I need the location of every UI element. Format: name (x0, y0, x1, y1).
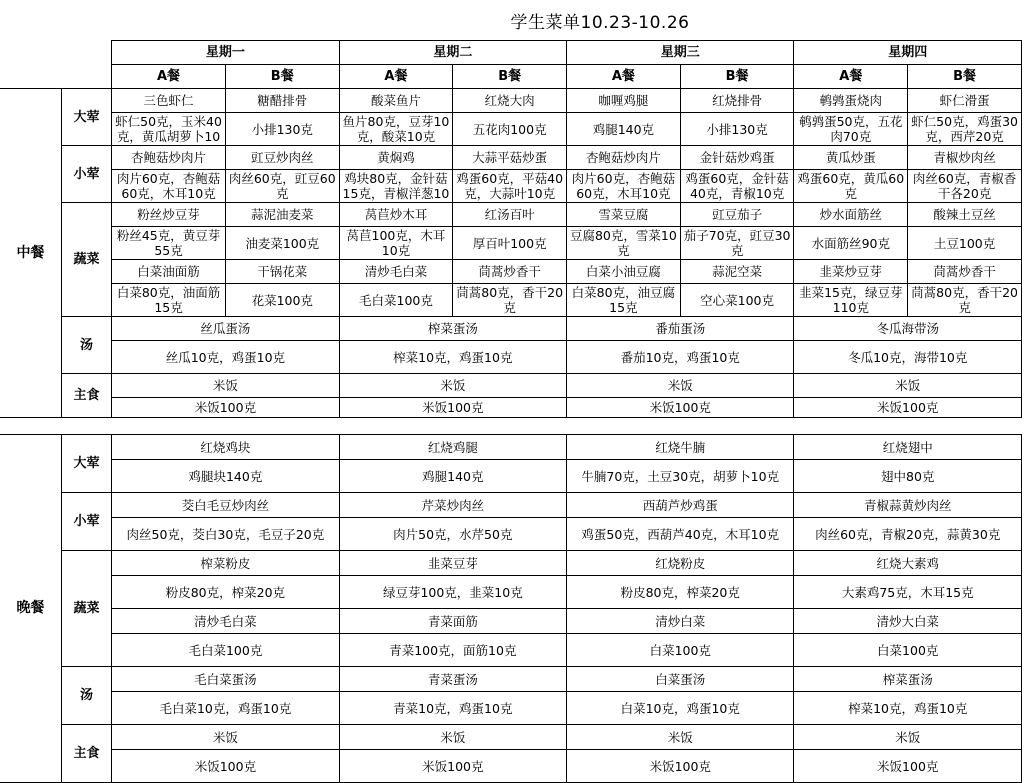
dish-ingredients-cell: 米饭100克 (567, 750, 794, 783)
dish-name-cell: 清炒白菜 (567, 609, 794, 634)
category-label: 大荤 (61, 89, 111, 146)
lunch-label: 中餐 (0, 89, 61, 418)
set-a-header: A餐 (567, 65, 681, 89)
dish-ingredients-cell: 豆腐80克，雪菜10克 (567, 227, 681, 260)
lunch-table (0, 40, 1022, 418)
dish-name-cell: 炒水面筋丝 (794, 203, 908, 227)
dish-name-cell: 米饭 (112, 374, 339, 398)
dish-name-cell: 黄焖鸡 (339, 146, 453, 170)
dish-name-cell: 豇豆炒肉丝 (225, 146, 339, 170)
table-row (0, 203, 1022, 227)
dish-name-cell: 青菜面筋 (339, 609, 566, 634)
dish-ingredients-cell: 鹌鹑蛋50克，五花肉70克 (794, 113, 908, 146)
set-a-header: A餐 (794, 65, 908, 89)
dish-name-cell: 蒜泥油麦菜 (225, 203, 339, 227)
dish-name-cell: 榨菜蛋汤 (339, 317, 566, 341)
dish-name-cell: 杏鲍菇炒肉片 (112, 146, 226, 170)
dish-ingredients-cell: 鸡腿140克 (567, 113, 681, 146)
table-row (0, 227, 1022, 260)
dish-name-cell: 米饭 (794, 725, 1022, 750)
dish-ingredients-cell: 米饭100克 (794, 398, 1022, 418)
dish-name-cell: 金针菇炒鸡蛋 (680, 146, 794, 170)
dish-ingredients-cell: 肉丝60克，青椒香干各20克 (908, 170, 1022, 203)
dish-name-cell: 咖喱鸡腿 (567, 89, 681, 113)
dish-name-cell: 丝瓜蛋汤 (112, 317, 339, 341)
dish-ingredients-cell: 米饭100克 (112, 750, 339, 783)
category-label: 汤 (61, 317, 111, 374)
dish-ingredients-cell: 白菜10克，鸡蛋10克 (567, 692, 794, 725)
dish-ingredients-cell: 肉丝60克，豇豆60克 (225, 170, 339, 203)
day-header: 星期三 (567, 41, 794, 65)
dish-ingredients-cell: 鸡蛋60克，平菇40克，大蒜叶10克 (453, 170, 567, 203)
dish-ingredients-cell: 肉丝50克，茭白30克，毛豆子20克 (112, 518, 339, 551)
category-label: 主食 (61, 374, 111, 418)
dish-ingredients-cell: 白菜100克 (567, 634, 794, 667)
dish-name-cell: 韭菜炒豆芽 (794, 260, 908, 284)
category-label: 小荤 (61, 493, 111, 551)
dish-name-cell: 青椒炒肉丝 (908, 146, 1022, 170)
table-row (0, 317, 1022, 341)
dish-name-cell: 米饭 (339, 725, 566, 750)
dish-ingredients-cell: 小排130克 (225, 113, 339, 146)
table-row (0, 551, 1022, 576)
dish-ingredients-cell: 空心菜100克 (680, 284, 794, 317)
dinner-table (0, 434, 1022, 783)
dish-name-cell: 冬瓜海带汤 (794, 317, 1022, 341)
table-row (0, 89, 1022, 113)
dish-ingredients-cell: 榨菜10克，鸡蛋10克 (339, 341, 566, 374)
set-b-header: B餐 (453, 65, 567, 89)
dish-ingredients-cell: 韭菜15克，绿豆芽110克 (794, 284, 908, 317)
dish-ingredients-cell: 粉皮80克，榨菜20克 (112, 576, 339, 609)
table-row (0, 576, 1022, 609)
dish-ingredients-cell: 鸡块80克，金针菇15克，青椒洋葱10 (339, 170, 453, 203)
dish-ingredients-cell: 五花肉100克 (453, 113, 567, 146)
category-label: 小荤 (61, 146, 111, 203)
dish-ingredients-cell: 米饭100克 (567, 398, 794, 418)
table-row (0, 435, 1022, 460)
set-a-header: A餐 (339, 65, 453, 89)
dish-ingredients-cell: 鸡蛋60克，黄瓜60克 (794, 170, 908, 203)
dish-name-cell: 白菜油面筋 (112, 260, 226, 284)
dish-ingredients-cell: 青菜10克，鸡蛋10克 (339, 692, 566, 725)
dish-name-cell: 青菜蛋汤 (339, 667, 566, 692)
category-label: 蔬菜 (61, 551, 111, 667)
dish-ingredients-cell: 莴苣100克，木耳10克 (339, 227, 453, 260)
set-a-header: A餐 (112, 65, 226, 89)
dish-name-cell: 红烧大素鸡 (794, 551, 1022, 576)
table-row (0, 260, 1022, 284)
dish-ingredients-cell: 毛白菜100克 (339, 284, 453, 317)
dish-name-cell: 米饭 (794, 374, 1022, 398)
table-row (0, 634, 1022, 667)
table-row (0, 750, 1022, 783)
table-row (0, 113, 1022, 146)
dish-name-cell: 大蒜平菇炒蛋 (453, 146, 567, 170)
dish-ingredients-cell: 茼蒿80克，香干20克 (453, 284, 567, 317)
dish-name-cell: 红烧大肉 (453, 89, 567, 113)
dish-ingredients-cell: 榨菜10克，鸡蛋10克 (794, 692, 1022, 725)
dish-ingredients-cell: 丝瓜10克，鸡蛋10克 (112, 341, 339, 374)
dish-ingredients-cell: 绿豆芽100克，韭菜10克 (339, 576, 566, 609)
dish-name-cell: 毛白菜蛋汤 (112, 667, 339, 692)
dish-ingredients-cell: 米饭100克 (794, 750, 1022, 783)
dish-ingredients-cell: 虾仁50克，鸡蛋30克，西芹20克 (908, 113, 1022, 146)
dish-name-cell: 鹌鹑蛋烧肉 (794, 89, 908, 113)
dish-ingredients-cell: 番茄10克，鸡蛋10克 (567, 341, 794, 374)
dish-name-cell: 西葫芦炒鸡蛋 (567, 493, 794, 518)
dish-name-cell: 米饭 (567, 374, 794, 398)
category-label: 主食 (61, 725, 111, 783)
table-row (0, 146, 1022, 170)
dish-ingredients-cell: 水面筋丝90克 (794, 227, 908, 260)
table-row (0, 460, 1022, 493)
category-label: 汤 (61, 667, 111, 725)
dish-name-cell: 糖醋排骨 (225, 89, 339, 113)
dish-ingredients-cell: 虾仁50克，玉米40克，黄瓜胡萝卜10 (112, 113, 226, 146)
dish-ingredients-cell: 鸡蛋60克，金针菇40克，青椒10克 (680, 170, 794, 203)
dish-name-cell: 清炒毛白菜 (112, 609, 339, 634)
dish-name-cell: 黄瓜炒蛋 (794, 146, 908, 170)
dish-name-cell: 榨菜粉皮 (112, 551, 339, 576)
table-row (0, 284, 1022, 317)
dish-ingredients-cell: 鸡腿140克 (339, 460, 566, 493)
dish-name-cell: 茭白毛豆炒肉丝 (112, 493, 339, 518)
dish-name-cell: 酸菜鱼片 (339, 89, 453, 113)
table-row (0, 725, 1022, 750)
day-header: 星期二 (339, 41, 566, 65)
category-label: 大荤 (61, 435, 111, 493)
dish-ingredients-cell: 肉片60克，杏鲍菇60克，木耳10克 (567, 170, 681, 203)
dish-ingredients-cell: 茼蒿80克，香干20克 (908, 284, 1022, 317)
dish-name-cell: 米饭 (112, 725, 339, 750)
dish-name-cell: 红烧翅中 (794, 435, 1022, 460)
category-label: 蔬菜 (61, 203, 111, 317)
page-title: 学生菜单10.23-10.26 (510, 13, 690, 33)
dish-ingredients-cell: 青菜100克，面筋10克 (339, 634, 566, 667)
dish-ingredients-cell: 大素鸡75克，木耳15克 (794, 576, 1022, 609)
dish-name-cell: 粉丝炒豆芽 (112, 203, 226, 227)
dish-name-cell: 红烧鸡腿 (339, 435, 566, 460)
day-header: 星期一 (112, 41, 339, 65)
dinner-label: 晚餐 (0, 435, 61, 783)
dish-name-cell: 米饭 (339, 374, 566, 398)
table-row (0, 493, 1022, 518)
dish-ingredients-cell: 花菜100克 (225, 284, 339, 317)
table-row (0, 341, 1022, 374)
dish-ingredients-cell: 翅中80克 (794, 460, 1022, 493)
dish-name-cell: 干锅花菜 (225, 260, 339, 284)
dish-name-cell: 白菜小油豆腐 (567, 260, 681, 284)
table-row (0, 518, 1022, 551)
dish-name-cell: 红烧牛腩 (567, 435, 794, 460)
dish-ingredients-cell: 鱼片80克，豆芽10克，酸菜10克 (339, 113, 453, 146)
dish-name-cell: 蒜泥空菜 (680, 260, 794, 284)
dish-name-cell: 杏鲍菇炒肉片 (567, 146, 681, 170)
dish-name-cell: 莴苣炒木耳 (339, 203, 453, 227)
dish-ingredients-cell: 白菜100克 (794, 634, 1022, 667)
dish-name-cell: 芹菜炒肉丝 (339, 493, 566, 518)
dish-ingredients-cell: 粉皮80克，榨菜20克 (567, 576, 794, 609)
dish-ingredients-cell: 肉片60克，杏鲍菇60克，木耳10克 (112, 170, 226, 203)
table-row (0, 609, 1022, 634)
day-header: 星期四 (794, 41, 1022, 65)
dish-ingredients-cell: 土豆100克 (908, 227, 1022, 260)
dish-name-cell: 米饭 (567, 725, 794, 750)
dish-name-cell: 三色虾仁 (112, 89, 226, 113)
dish-name-cell: 榨菜蛋汤 (794, 667, 1022, 692)
dish-name-cell: 清炒大白菜 (794, 609, 1022, 634)
dish-ingredients-cell: 肉片50克，水芹50克 (339, 518, 566, 551)
dish-name-cell: 红烧排骨 (680, 89, 794, 113)
table-row (0, 374, 1022, 398)
dish-ingredients-cell: 毛白菜100克 (112, 634, 339, 667)
dish-name-cell: 茼蒿炒香干 (908, 260, 1022, 284)
dish-ingredients-cell: 小排130克 (680, 113, 794, 146)
dish-name-cell: 番茄蛋汤 (567, 317, 794, 341)
dish-ingredients-cell: 白菜80克，油豆腐15克 (567, 284, 681, 317)
set-b-header: B餐 (225, 65, 339, 89)
day-header-row (0, 41, 1022, 65)
dish-ingredients-cell: 厚百叶100克 (453, 227, 567, 260)
dish-ingredients-cell: 鸡蛋50克，西葫芦40克，木耳10克 (567, 518, 794, 551)
dish-name-cell: 清炒毛白菜 (339, 260, 453, 284)
dish-ingredients-cell: 牛腩70克，土豆30克，胡萝卜10克 (567, 460, 794, 493)
dish-name-cell: 白菜蛋汤 (567, 667, 794, 692)
dish-name-cell: 茼蒿炒香干 (453, 260, 567, 284)
table-row (0, 170, 1022, 203)
dish-ingredients-cell: 米饭100克 (339, 750, 566, 783)
dish-ingredients-cell: 米饭100克 (112, 398, 339, 418)
dish-name-cell: 酸辣土豆丝 (908, 203, 1022, 227)
set-b-header: B餐 (908, 65, 1022, 89)
meal-separator (0, 413, 1022, 434)
dish-ingredients-cell: 鸡腿块140克 (112, 460, 339, 493)
table-row (0, 692, 1022, 725)
dish-name-cell: 红烧粉皮 (567, 551, 794, 576)
dish-ingredients-cell: 茄子70克，豇豆30克 (680, 227, 794, 260)
header-blank (0, 41, 112, 89)
dish-ingredients-cell: 米饭100克 (339, 398, 566, 418)
dish-name-cell: 青椒蒜黄炒肉丝 (794, 493, 1022, 518)
dish-ingredients-cell: 粉丝45克，黄豆芽55克 (112, 227, 226, 260)
dish-ingredients-cell: 白菜80克，油面筋15克 (112, 284, 226, 317)
set-b-header: B餐 (680, 65, 794, 89)
dish-ingredients-cell: 冬瓜10克，海带10克 (794, 341, 1022, 374)
set-header-row (0, 65, 1022, 89)
dish-name-cell: 红烧鸡块 (112, 435, 339, 460)
dish-name-cell: 红汤百叶 (453, 203, 567, 227)
dish-name-cell: 豇豆茄子 (680, 203, 794, 227)
dish-name-cell: 韭菜豆芽 (339, 551, 566, 576)
dish-ingredients-cell: 油麦菜100克 (225, 227, 339, 260)
dish-ingredients-cell: 毛白菜10克，鸡蛋10克 (112, 692, 339, 725)
dish-name-cell: 虾仁滑蛋 (908, 89, 1022, 113)
table-row (0, 667, 1022, 692)
dish-ingredients-cell: 肉丝60克，青椒20克，蒜黄30克 (794, 518, 1022, 551)
dish-name-cell: 雪菜豆腐 (567, 203, 681, 227)
